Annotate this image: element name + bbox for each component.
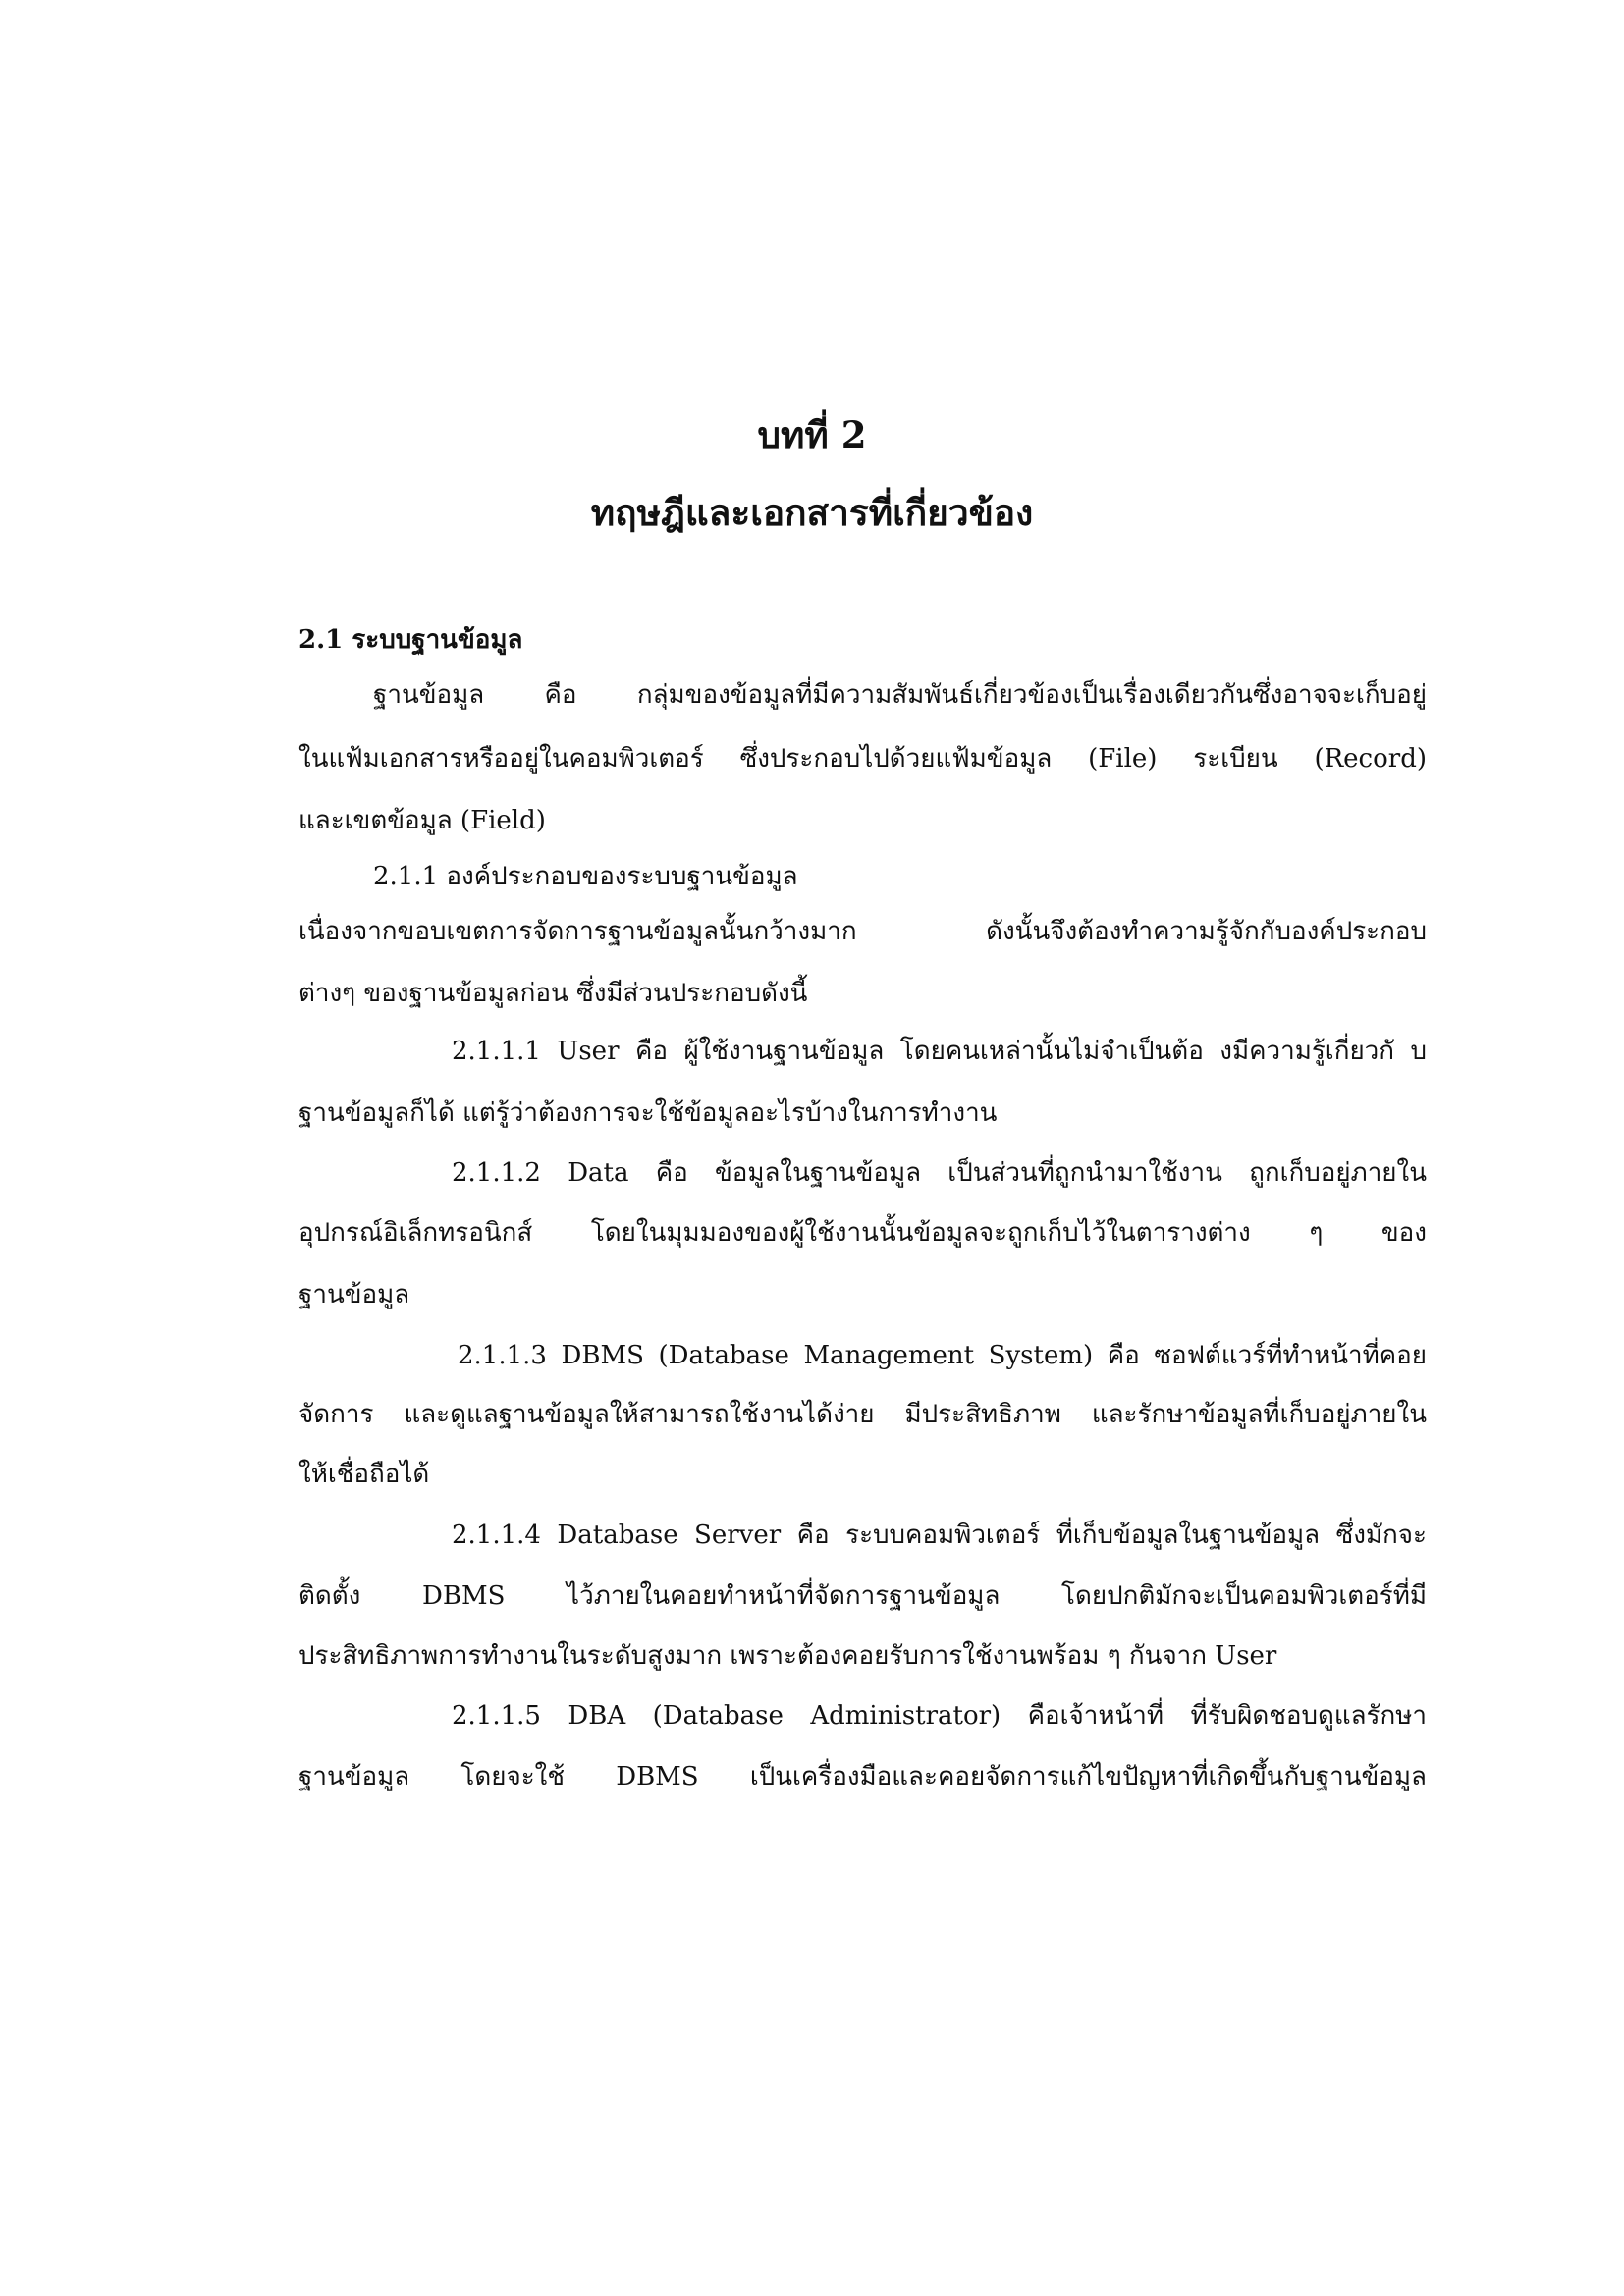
item-1-line-2: ฐานข้อมูลก็ได้ แต่รู้ว่าต้องการจะใช้ข้อมูลอะไรบ้างในการทำงาน bbox=[298, 1098, 998, 1128]
item-1-line-1: 2.1.1.1 User คือ ผู้ใช้งานฐานข้อมูล โดยคนเหล่านั้นไม่จำเป็นต้อ งมีความรู้เกี่ยวกั บ bbox=[452, 1037, 1427, 1066]
chapter-number: บทที่ 2 bbox=[757, 413, 867, 456]
item-5-line-1: 2.1.1.5 DBA (Database Administrator) คือเจ้าหน้าที่ ที่รับผิดชอบดูแลรักษา bbox=[452, 1701, 1427, 1731]
item-4-line-1: 2.1.1.4 Database Server คือ ระบบคอมพิวเตอร์ ที่เก็บข้อมูลในฐานข้อมูล ซึ่งมักจะ bbox=[452, 1521, 1427, 1550]
item-3-line-3: ให้เชื่อถือได้ bbox=[298, 1460, 430, 1489]
item-2-line-3: ฐานข้อมูล bbox=[298, 1280, 410, 1309]
item-3-line-1: 2.1.1.3 DBMS (Database Management System) คือ ซอฟต์แวร์ที่ทำหน้าที่คอย bbox=[458, 1341, 1427, 1370]
item-3-line-2: จัดการ และดูแลฐานข้อมูลให้สามารถใช้งานได้ง่าย มีประสิทธิภาพ และรักษาข้อมูลที่เก็บอยู่ภายใน bbox=[298, 1400, 1427, 1429]
intro-line-3: และเขตข้อมูล (Field) bbox=[298, 806, 546, 835]
chapter-title: ทฤษฎีและเอกสารที่เกี่ยวข้อง bbox=[590, 491, 1034, 534]
item-2-line-2: อุปกรณ์อิเล็กทรอนิกส์ โดยในมุมมองของผู้ใช้งานนั้นข้อมูลจะถูกเก็บไว้ในตารางต่าง ๆ ของ bbox=[298, 1218, 1427, 1248]
item-2-line-1: 2.1.1.2 Data คือ ข้อมูลในฐานข้อมูล เป็นส่วนที่ถูกนำมาใช้งาน ถูกเก็บอยู่ภายใน bbox=[452, 1158, 1427, 1188]
subsection-line-2: ต่างๆ ของฐานข้อมูลก่อน ซึ่งมีส่วนประกอบดังนี้ bbox=[298, 979, 808, 1008]
item-5-line-2: ฐานข้อมูล โดยจะใช้ DBMS เป็นเครื่องมือและคอยจัดการแก้ไขปัญหาที่เกิดขึ้นกับฐานข้อมูล bbox=[298, 1762, 1427, 1791]
subsection-line-1: เนื่องจากขอบเขตการจัดการฐานข้อมูลนั้นกว้างมาก ดังนั้นจึงต้องทำความรู้จักกับองค์ประกอบ bbox=[298, 917, 1427, 946]
item-4-line-2: ติดตั้ง DBMS ไว้ภายในคอยทำหน้าที่จัดการฐานข้อมูล โดยปกติมักจะเป็นคอมพิวเตอร์ที่มี bbox=[298, 1581, 1427, 1611]
item-4-line-3: ประสิทธิภาพการทำงานในระดับสูงมาก เพราะต้องคอยรับการใช้งานพร้อม ๆ กันจาก User bbox=[298, 1641, 1277, 1671]
section-heading: 2.1 ระบบฐานข้อมูล bbox=[298, 625, 523, 655]
intro-line-1: ฐานข้อมูล คือ กลุ่มของข้อมูลที่มีความสัมพันธ์เกี่ยวข้องเป็นเรื่องเดียวกันซึ่งอาจจะเก็บอยู่ bbox=[373, 680, 1427, 710]
subsection-heading: 2.1.1 องค์ประกอบของระบบฐานข้อมูล bbox=[373, 862, 798, 891]
intro-line-2: ในแฟ้มเอกสารหรืออยู่ในคอมพิวเตอร์ ซึ่งประกอบไปด้วยแฟ้มข้อมูล (File) ระเบียน (Record) bbox=[298, 744, 1427, 774]
